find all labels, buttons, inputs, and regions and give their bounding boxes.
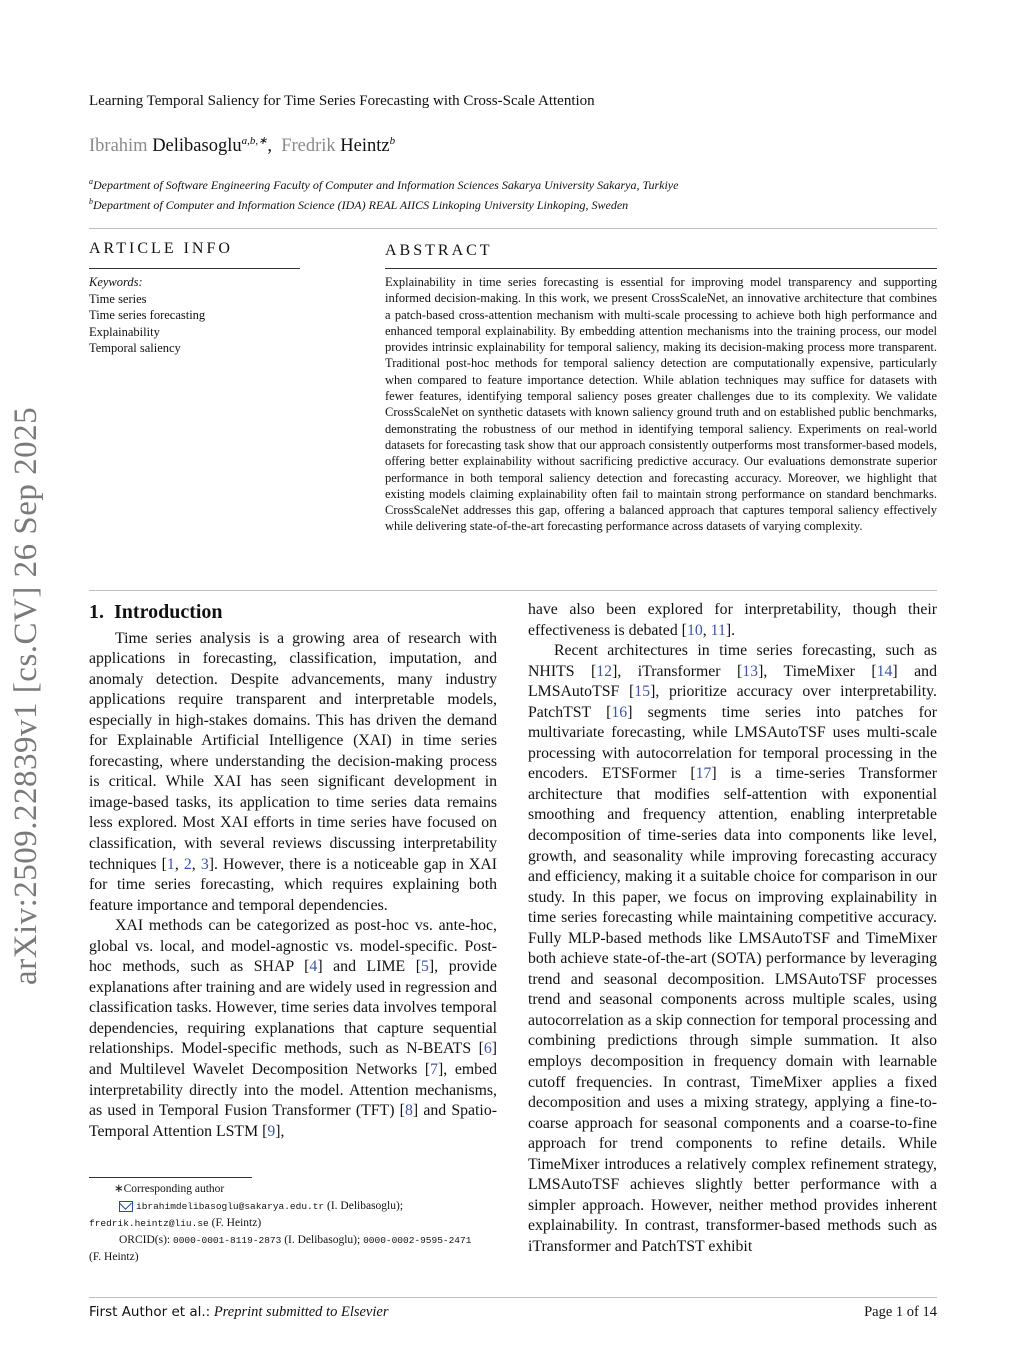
keywords-block: [89, 274, 205, 357]
abstract-text: Explainability in time series forecasting is essential for improving model transparency and supporting informed decision-making. In this work, we present CrossScaleNet, an innovative architecture that combines a patch-based cross-attention mechanism with multi-scale processing to achieve both high performance and enhanced temporal explainability. By embedding attention mechanisms into the training process, our model provides intrinsic explainability for temporal saliency, making its decision-making process more transparent. Traditional post-hoc methods for temporal saliency detection are computationally expensive, particularly when compared to feature importance detection. While ablation techniques may suffice for datasets with fewer features, identifying temporal saliency poses greater challenges due to its complexity. We validate CrossScaleNet on synthetic datasets with known saliency ground truth and on established public benchmarks, demonstrating the robustness of our method in identifying temporal saliency. Experiments on real-world datasets for forecasting task show that our approach consistently outperforms most transformer-based models, offering better explainability without sacrificing predictive accuracy. Our evaluations demonstrate superior performance in both temporal saliency detection and forecasting accuracy. Moreover, we highlight that existing models claiming explainability often fail to maintain strong performance on standard benchmarks. CrossScaleNet addresses this gap, offering a balanced approach that captures temporal saliency effectively while delivering state-of-the-art forecasting performance across datasets of varying complexity.: [385, 275, 937, 534]
arxiv-stamp: arXiv:2509.22839v1 [cs.CV] 26 Sep 2025: [8, 406, 44, 985]
footer-left: [89, 1304, 388, 1321]
article-info-rule: [89, 268, 300, 269]
citation-link[interactable]: 13: [742, 662, 759, 680]
abstract-heading: ABSTRACT: [385, 242, 493, 259]
paragraph: XAI methods can be categorized as post-hoc vs. ante-hoc, global vs. local, and model-agnostic vs. model-specific. Post-hoc methods, such as SHAP [4] and LIME [5], provide explanations after training and are widely used in regression and classification tasks. However, time series data involves temporal dependencies, requiring explanations that capture sequential relationships. Model-specific methods, such as N-BEATS [6] and Multilevel Wavelet Decomposition Networks [7], embed interpretability directly into the model. Attention mechanisms, as used in Temporal Fusion Transformer (TFT) [8] and Spatio-Temporal Attention LSTM [9],: [89, 917, 497, 1140]
keyword: Time series: [89, 291, 147, 306]
orcid-id[interactable]: 0000-0002-9595-2471: [363, 1235, 472, 1246]
section-heading: 1. Introduction: [89, 601, 223, 623]
keyword: Temporal saliency: [89, 341, 181, 355]
affiliation-text: Department of Software Engineering Faculty of Computer and Information Sciences Sakarya University Sakarya, Turkiye: [93, 178, 679, 192]
paragraph: Recent architectures in time series forecasting, such as NHITS [12], iTransformer [13], TimeMixer [14] and LMSAutoTSF [15], prioritize accuracy over interpretability. PatchTST [16] segments time series into patches for multivariate forecasting, while LMSAutoTSF uses multi-scale processing with autocorrelation for temporal processing in the encoders. ETSFormer [17] is a time-series Transformer architecture that modifies self-attention with exponential smoothing and frequency attention, enabling interpretable decomposition of time-series data into components like level, growth, and seasonality while improving forecasting accuracy and efficiency, making it a suitable choice for comparison in our study. In this paper, we focus on improving explainability in time series forecasting while maintaining competitive accuracy. Fully MLP-based methods like LMSAutoTSF and TimeMixer both achieve state-of-the-art (SOTA) performance by leveraging trend and seasonal decomposition. LMSAutoTSF processes trend and seasonal components across multiple scales, using autocorrelation as a skip connection for temporal processing and combining predictions through simple summation. It also employs decomposition in frequency domain with learnable cutoff frequencies. In contrast, TimeMixer applies a fixed decomposition and uses a mixing strategy, applying a fine-to-coarse approach for seasonal components and a coarse-to-fine approach for trend components to refine details. While TimeMixer introduces a relatively complex refinement strategy, LMSAutoTSF achieves slightly better performance with a simpler approach. However, neither method provides inherent explainability. In contrast, transformer-based methods such as iTransformer and PatchTST exhibit: [528, 642, 938, 1255]
citation-link[interactable]: 9: [267, 1122, 276, 1140]
email-owner: (I. Delibasoglu);: [327, 1200, 404, 1212]
citation-link[interactable]: 3: [200, 855, 209, 873]
email-line: [89, 1198, 499, 1215]
citation-link[interactable]: 14: [876, 662, 893, 680]
article-info-heading: ARTICLE INFO: [89, 240, 233, 257]
citation-link[interactable]: 8: [404, 1102, 413, 1120]
running-head: Learning Temporal Saliency for Time Series Forecasting with Cross-Scale Attention: [89, 93, 595, 109]
author-list: Ibrahim Delibasoglu$^{a,b,∗}$, Fredrik Heintz$^b$: [89, 135, 396, 157]
envelope-icon: [119, 1201, 133, 1212]
citation-link[interactable]: 2: [183, 855, 192, 873]
email-link[interactable]: fredrik.heintz@liu.se: [89, 1218, 209, 1229]
keywords-label: Keywords:: [89, 275, 143, 289]
orcid-label: ORCID(s):: [119, 1234, 171, 1246]
footer-rule: [89, 1297, 937, 1298]
author-affil-sup: b: [389, 135, 396, 147]
footer-journal: Preprint submitted to Elsevier: [213, 1304, 389, 1320]
header-rule: [89, 228, 937, 229]
email-line: [89, 1215, 499, 1232]
orcid-line: [89, 1232, 499, 1249]
author-last-name: Delibasoglu: [152, 136, 242, 157]
affiliation-sup: b: [89, 197, 93, 206]
left-column: [89, 602, 497, 1142]
citation-link[interactable]: 12: [596, 662, 613, 680]
citation-link[interactable]: 7: [430, 1061, 439, 1079]
page-number: Page 1 of 14: [864, 1304, 937, 1320]
citation-link[interactable]: 1: [166, 855, 175, 873]
email-owner: (F. Heintz): [211, 1217, 262, 1229]
citation-link[interactable]: 6: [483, 1040, 492, 1058]
email-link[interactable]: ibrahimdelibasoglu@sakarya.edu.tr: [136, 1201, 325, 1212]
abstract-bottom-rule: [89, 590, 937, 591]
citation-link[interactable]: 5: [421, 958, 429, 976]
affiliation-text: Department of Computer and Information Science (IDA) REAL AIICS Linkoping University Linkoping, Sweden: [93, 198, 629, 212]
citation-link[interactable]: 4: [309, 958, 318, 976]
footer-author: First Author et al.:: [89, 1304, 211, 1320]
citation-link[interactable]: 11: [710, 621, 726, 639]
footnotes: [89, 1181, 499, 1266]
affiliation-sup: a: [89, 177, 93, 186]
abstract-rule: [385, 268, 937, 269]
affiliation-a: [89, 177, 678, 193]
footnote-rule: [89, 1177, 252, 1178]
citation-link[interactable]: 16: [611, 703, 628, 721]
corresponding-note: ∗Corresponding author: [114, 1183, 225, 1195]
orcid-id[interactable]: 0000-0001-8119-2873: [173, 1235, 282, 1246]
citation-link[interactable]: 17: [695, 765, 712, 783]
orcid-owner: (I. Delibasoglu);: [284, 1234, 361, 1246]
citation-link[interactable]: 15: [634, 683, 651, 701]
orcid-owner: (F. Heintz): [89, 1251, 139, 1263]
keyword: Time series forecasting: [89, 308, 206, 322]
affiliation-b: [89, 197, 628, 213]
paragraph: Time series analysis is a growing area of research with applications in forecasting, classification, imputation, and anomaly detection. Despite advancements, many industry applications require transparent and interpretable models, especially in high-stakes domains. This has driven the demand for Explainable Artificial Intelligence (XAI) in time series forecasting, where understanding the decision-making process is critical. While XAI has seen significant development in image-based tasks, its application to time series data remains less explored. Most XAI efforts in time series have focused on classification, with several reviews discussing interpretability techniques [1, 2, 3]. However, there is a noticeable gap in XAI for time series forecasting, which requires explaining both feature importance and temporal dependencies.: [89, 629, 498, 914]
right-column: [528, 600, 937, 1258]
author-first-name: Ibrahim: [89, 136, 148, 157]
author-affil-sup: a,b,∗: [241, 135, 268, 147]
citation-link[interactable]: 10: [686, 621, 703, 639]
author-first-name: Fredrik: [281, 136, 336, 157]
paragraph: have also been explored for interpretability, though their effectiveness is debated [10, 11].: [528, 601, 937, 639]
author-last-name: Heintz: [340, 136, 390, 157]
keyword: Explainability: [89, 324, 160, 339]
